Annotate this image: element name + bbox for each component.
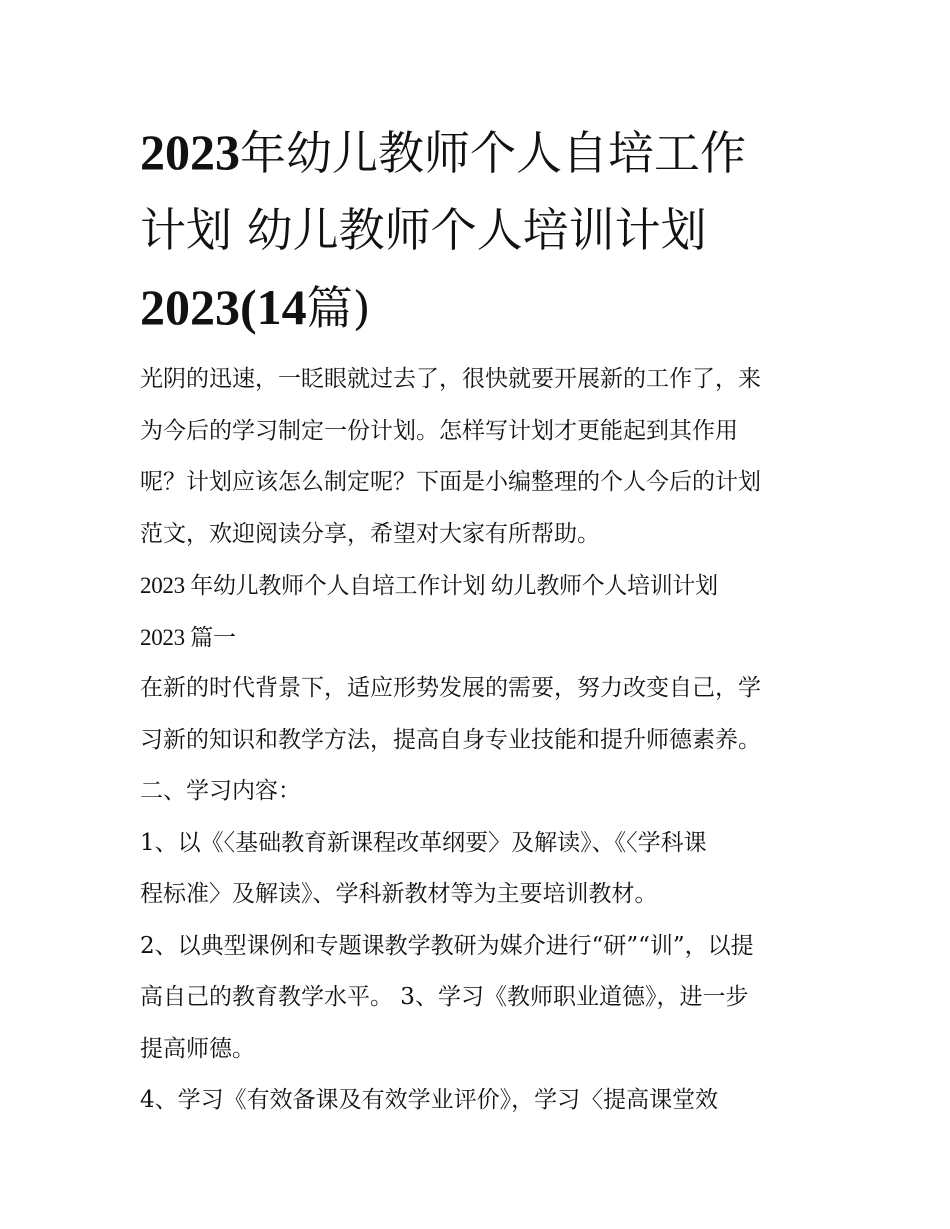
paragraph-line: 在新的时代背景下，适应形势发展的需要，努力改变自己，学 xyxy=(140,675,761,701)
document-title xyxy=(140,114,820,347)
paragraph-line: 为今后的学习制定一份计划。怎样写计划才更能起到其作用 xyxy=(140,417,738,444)
title-line-1: 2023年幼儿教师个人自培工作 xyxy=(140,124,746,180)
paragraph-line: 习新的知识和教学方法，提高自身专业技能和提升师德素养。 xyxy=(140,726,761,753)
paragraph-line: 范文，欢迎阅读分享，希望对大家有所帮助。 xyxy=(140,520,600,547)
list-item-line: 程标准〉及解读》、学科新教材等为主要培训教材。 xyxy=(140,881,658,907)
title-line-3: 2023(14篇) xyxy=(140,279,371,335)
paragraph-line: 呢？计划应该怎么制定呢？下面是小编整理的个人今后的计划 xyxy=(140,469,761,495)
subheading-line: 二、学习内容： xyxy=(140,778,301,804)
list-item-line: 提高师德。 xyxy=(140,1035,255,1062)
list-item-line: 2、以典型课例和专题课教学教研为媒介进行“研”“训”，以提 xyxy=(140,932,754,959)
section-heading-line: 2023 篇一 xyxy=(140,624,236,650)
list-item-line: 4、学习《有效备课及有效学业评价》，学习〈提高课堂效 xyxy=(140,1087,719,1113)
paragraph-line: 光阴的迅速，一眨眼就过去了，很快就要开展新的工作了，来 xyxy=(140,366,761,392)
document-body xyxy=(140,354,830,1127)
list-item-line: 高自己的教育教学水平。 3、学习《教师职业道德》，进一步 xyxy=(140,984,749,1010)
title-line-2: 计划 幼儿教师个人培训计划 xyxy=(140,203,707,257)
list-item-line: 1、以《〈基础教育新课程改革纲要〉及解读》、《〈学科课 xyxy=(140,829,707,856)
section-heading-line: 2023 年幼儿教师个人自培工作计划 幼儿教师个人培训计划 xyxy=(140,573,718,598)
